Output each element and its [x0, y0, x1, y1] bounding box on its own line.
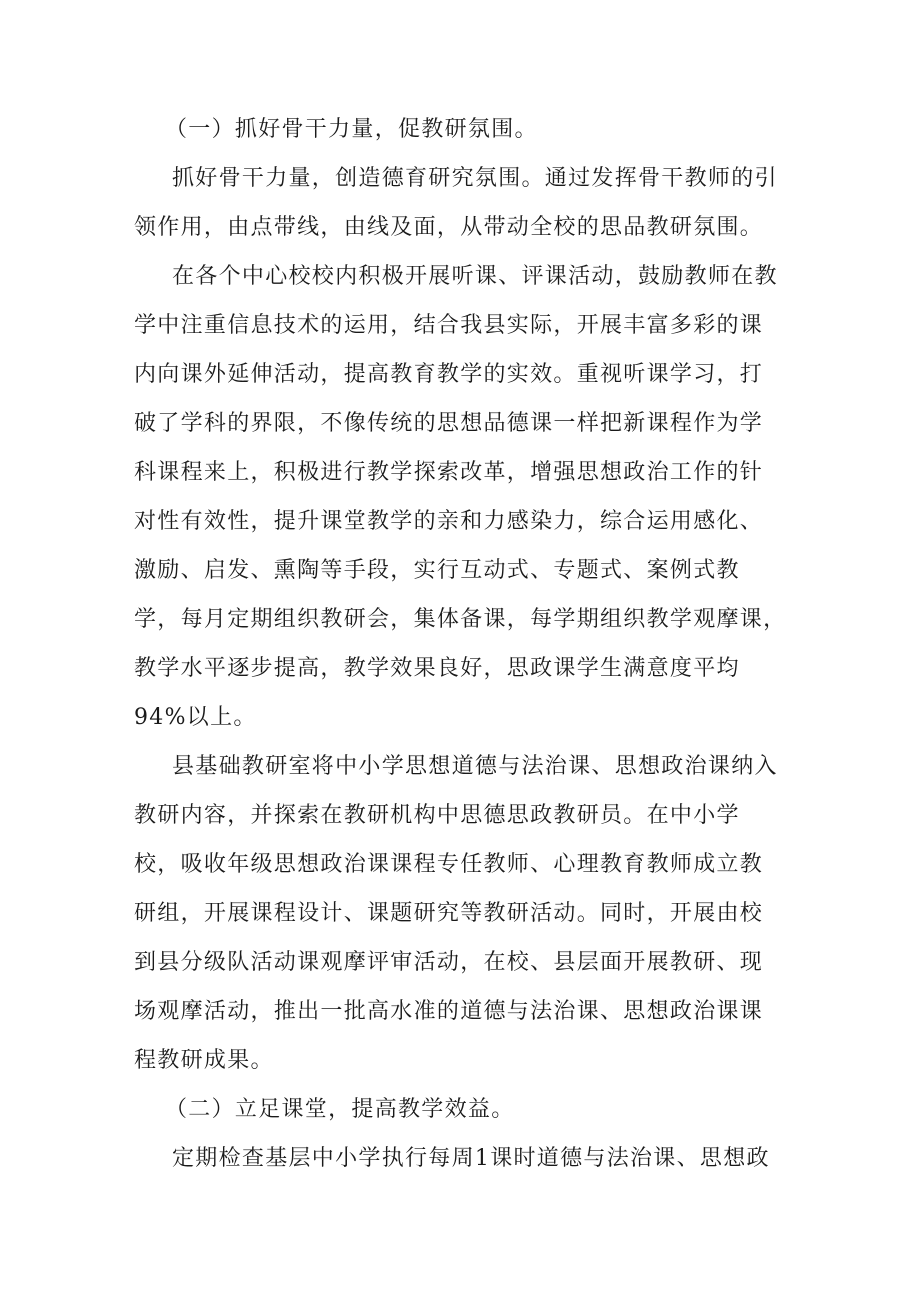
paragraph-1-line-1: 抓好骨干力量，创造德育研究氛围。通过发挥骨干教师的引 [172, 166, 778, 191]
paragraph-2-line-3: 内向课外延伸活动，提高教育教学的实效。重视听课学习，打 [134, 362, 764, 387]
section-heading-2: （二）立足课堂，提高教学效益。 [165, 1097, 515, 1122]
paragraph-2-line-4: 破了学科的界限，不像传统的思想品德课一样把新课程作为学 [134, 411, 764, 436]
paragraph-2-line-2: 学中注重信息技术的运用，结合我县实际，开展丰富多彩的课 [134, 313, 764, 338]
paragraph-2-line-10: 94%以上。 [134, 705, 257, 730]
paragraph-3-line-2: 教研内容，并探索在教研机构中思德思政教研员。在中小学 [134, 803, 740, 828]
paragraph-2-line-9: 教学水平逐步提高，教学效果良好，思政课学生满意度平均 [134, 656, 740, 681]
paragraph-3-line-5: 到县分级队活动课观摩评审活动，在校、县层面开展教研、现 [134, 950, 764, 975]
paragraph-2-line-7: 激励、启发、熏陶等手段，实行互动式、专题式、案例式教 [134, 558, 740, 583]
paragraph-2-line-8: 学，每月定期组织教研会，集体备课，每学期组织教学观摩课， [134, 607, 787, 632]
paragraph-3-line-4: 研组，开展课程设计、课题研究等教研活动。同时，开展由校 [134, 901, 764, 926]
section-heading-1: （一）抓好骨干力量，促教研氛围。 [165, 117, 538, 142]
paragraph-1-line-2: 领作用，由点带线，由线及面，从带动全校的思品教研氛围。 [134, 215, 764, 240]
paragraph-2-line-6: 对性有效性，提升课堂教学的亲和力感染力，综合运用感化、 [134, 509, 764, 534]
paragraph-3-line-6: 场观摩活动，推出一批高水准的道德与法治课、思想政治课课 [134, 999, 764, 1024]
paragraph-3-line-3: 校，吸收年级思想政治课课程专任教师、心理教育教师成立教 [134, 852, 764, 877]
paragraph-2-line-1: 在各个中心校校内积极开展听课、评课活动，鼓励教师在教 [172, 264, 778, 289]
paragraph-3-line-7: 程教研成果。 [134, 1048, 274, 1073]
paragraph-3-line-1: 县基础教研室将中小学思想道德与法治课、思想政治课纳入 [172, 754, 778, 779]
paragraph-4-line-1: 定期检查基层中小学执行每周1课时道德与法治课、思想政 [172, 1146, 770, 1171]
paragraph-2-line-5: 科课程来上，积极进行教学探索改革，增强思想政治工作的针 [134, 460, 764, 485]
